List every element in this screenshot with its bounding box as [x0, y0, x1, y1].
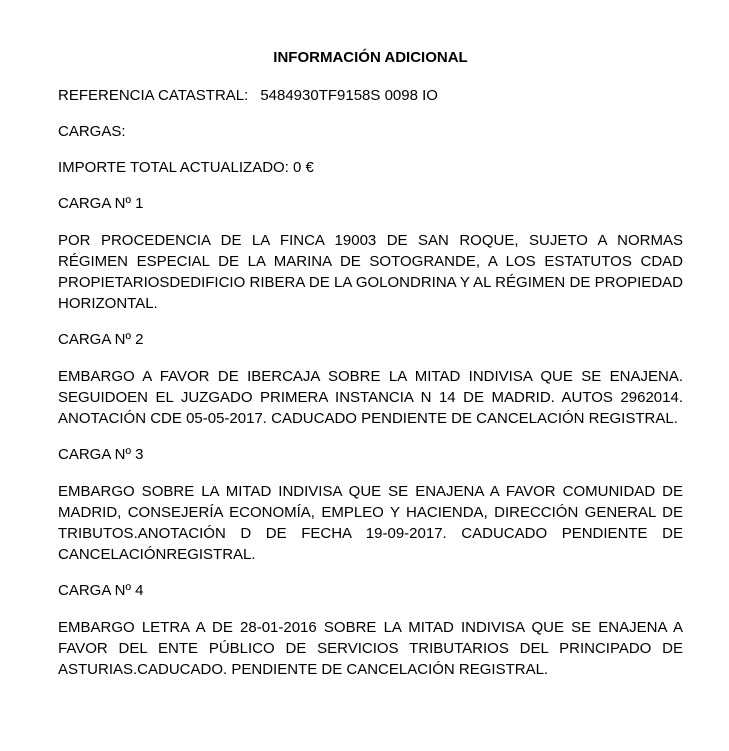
cargas-label: CARGAS: — [58, 123, 126, 140]
carga-3-text: EMBARGO SOBRE LA MITAD INDIVISA QUE SE ENAJENA A FAVOR COMUNIDAD DE MADRID, CONSEJERÍA ECONOMÍA, EMPLEO Y HACIENDA, DIRECCIÓN GENERAL DE TRIBUTOS.ANOTACIÓN D DE FECHA 19-09-2017. CADUCADO PENDIENTE DE CANCELACIÓNREGISTRAL. — [58, 483, 683, 563]
referencia-label: REFERENCIA CATASTRAL: — [58, 87, 249, 104]
carga-2-text: EMBARGO A FAVOR DE IBERCAJA SOBRE LA MITAD INDIVISA QUE SE ENAJENA. SEGUIDOEN EL JUZGADO PRIMERA INSTANCIA N 14 DE MADRID. AUTOS 2962014. ANOTACIÓN CDE 05-05-2017. CADUCADO PENDIENTE DE CANCELACIÓN REGISTRAL. — [58, 368, 683, 427]
carga-2-heading: CARGA Nº 2 — [58, 331, 144, 348]
carga-1-heading: CARGA Nº 1 — [58, 195, 144, 212]
referencia-catastral — [58, 86, 683, 106]
document-title: INFORMACIÓN ADICIONAL — [273, 49, 468, 66]
importe-total: IMPORTE TOTAL ACTUALIZADO: 0 € — [58, 159, 314, 176]
carga-4-heading: CARGA Nº 4 — [58, 582, 144, 599]
carga-4-text: EMBARGO LETRA A DE 28-01-2016 SOBRE LA MITAD INDIVISA QUE SE ENAJENA A FAVOR DEL ENTE PÚBLICO DE SERVICIOS TRIBUTARIOS DEL PRINCIPADO DE ASTURIAS.CADUCADO. PENDIENTE DE CANCELACIÓN REGISTRAL. — [58, 619, 683, 678]
carga-1-text: POR PROCEDENCIA DE LA FINCA 19003 DE SAN ROQUE, SUJETO A NORMAS RÉGIMEN ESPECIAL DE LA MARINA DE SOTOGRANDE, A LOS ESTATUTOS CDAD PROPIETARIOSDEDIFICIO RIBERA DE LA GOLONDRINA Y AL RÉGIMEN DE PROPIEDAD HORIZONTAL. — [58, 232, 683, 312]
carga-3-heading: CARGA Nº 3 — [58, 446, 144, 463]
referencia-value: 5484930TF9158S 0098 IO — [260, 87, 438, 104]
document-page — [58, 48, 683, 696]
